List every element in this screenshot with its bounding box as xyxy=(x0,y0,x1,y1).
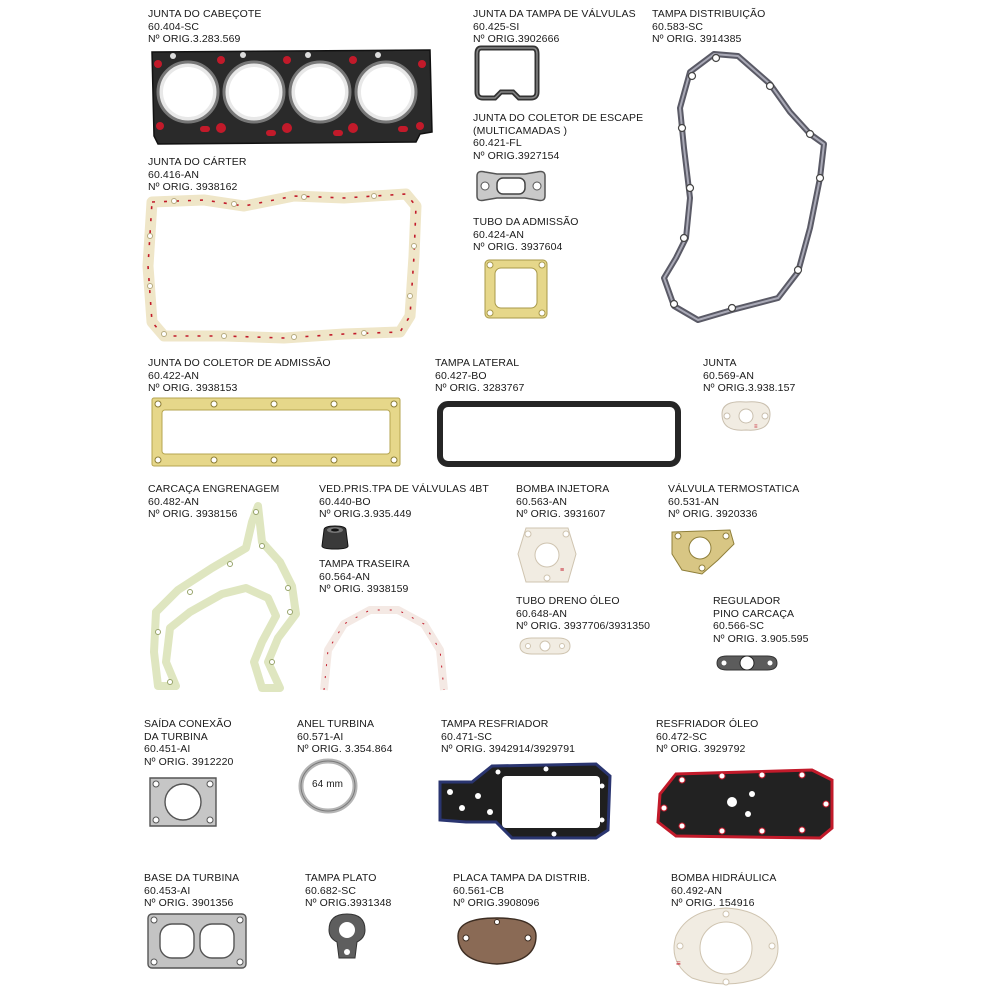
label-tampa-traseira: TAMPA TRASEIRA 60.564-AN Nº ORIG. 3938159 xyxy=(319,558,410,595)
valve-stem-seal-image xyxy=(320,524,350,550)
cooler-cover-gasket-image xyxy=(436,760,614,840)
oil-pan-gasket-image xyxy=(144,186,420,348)
turbo-base-gasket-image xyxy=(146,912,248,970)
label-regulador: REGULADOR PINO CARCAÇA 60.566-SC Nº ORIG. 3.905.595 xyxy=(713,595,809,645)
valve-cover-gasket-image xyxy=(475,44,539,102)
label-tampa-distribuicao: TAMPA DISTRIBUIÇÃO 60.583-SC Nº ORIG. 3914385 xyxy=(652,8,766,45)
label-junta: JUNTA 60.569-AN Nº ORIG.3.938.157 xyxy=(703,357,796,394)
label-tampa-resfriador: TAMPA RESFRIADOR 60.471-SC Nº ORIG. 3942914/3929791 xyxy=(441,718,576,755)
label-junta-cabecote: JUNTA DO CABEÇOTE 60.404-SC Nº ORIG.3.283.569 xyxy=(148,8,262,45)
thermostat-gasket-image xyxy=(668,524,736,578)
oil-cooler-gasket-image xyxy=(652,764,836,840)
exhaust-manifold-gasket-image xyxy=(475,168,547,204)
label-junta-tampa-valvulas: JUNTA DA TAMPA DE VÁLVULAS 60.425-SI Nº ORIG.3902666 xyxy=(473,8,636,45)
label-bomba-hidraulica: BOMBA HIDRÁULICA 60.492-AN Nº ORIG. 154916 xyxy=(671,872,777,909)
plate-cover-gasket-image xyxy=(325,912,369,962)
label-junta-carter: JUNTA DO CÁRTER 60.416-AN Nº ORIG. 3938162 xyxy=(148,156,247,193)
label-tampa-lateral: TAMPA LATERAL 60.427-BO Nº ORIG. 3283767 xyxy=(435,357,525,394)
oil-drain-tube-gasket-image xyxy=(516,634,574,658)
label-tubo-dreno-oleo: TUBO DRENO ÓLEO 60.648-AN Nº ORIG. 3937706/3931350 xyxy=(516,595,651,632)
label-tubo-admissao: TUBO DA ADMISSÃO 60.424-AN Nº ORIG. 3937604 xyxy=(473,216,579,253)
regulator-gasket-image xyxy=(713,650,781,676)
turbo-outlet-gasket-image xyxy=(146,772,220,832)
intake-tube-gasket-image xyxy=(483,258,549,320)
label-anel-turbina: ANEL TURBINA 60.571-AI Nº ORIG. 3.354.864 xyxy=(297,718,393,755)
gear-housing-gasket-image xyxy=(150,502,302,692)
label-bomba-injetora: BOMBA INJETORA 60.563-AN Nº ORIG. 3931607 xyxy=(516,483,610,520)
distributor-plate-gasket-image xyxy=(452,912,542,968)
side-cover-gasket-image xyxy=(436,400,682,468)
label-saida-conexao-turbina: SAÍDA CONEXÃO DA TURBINA 60.451-AI Nº ORIG. 3912220 xyxy=(144,718,234,768)
svg-text:≡: ≡ xyxy=(754,424,758,430)
label-base-turbina: BASE DA TURBINA 60.453-AI Nº ORIG. 3901356 xyxy=(144,872,240,909)
label-valvula-termostatica: VÁLVULA TERMOSTATICA 60.531-AN Nº ORIG. 3920336 xyxy=(668,483,800,520)
label-ved-pris: VED.PRIS.TPA DE VÁLVULAS 4BT 60.440-BO Nº ORIG.3.935.449 xyxy=(319,483,489,520)
junta-gasket-image xyxy=(718,396,774,436)
label-carcaca-engrenagem: CARCAÇA ENGRENAGEM 60.482-AN Nº ORIG. 3938156 xyxy=(148,483,280,520)
hydraulic-pump-gasket-image xyxy=(668,906,784,988)
label-placa-tampa-distrib: PLACA TAMPA DA DISTRIB. 60.561-CB Nº ORIG.3908096 xyxy=(453,872,591,909)
injection-pump-gasket-image xyxy=(516,524,578,586)
svg-text:≡: ≡ xyxy=(676,959,681,968)
label-resfriador-oleo: RESFRIADOR ÓLEO 60.472-SC Nº ORIG. 3929792 xyxy=(656,718,759,755)
ring-size-note: 64 mm xyxy=(312,779,344,790)
svg-text:≡: ≡ xyxy=(560,567,565,574)
label-coletor-escape: JUNTA DO COLETOR DE ESCAPE (MULTICAMADAS ) 60.421-FL Nº ORIG.3927154 xyxy=(473,112,644,162)
label-tampa-plato: TAMPA PLATO 60.682-SC Nº ORIG.3931348 xyxy=(305,872,392,909)
intake-manifold-gasket-image xyxy=(150,396,402,468)
rear-cover-gasket-image xyxy=(320,600,448,692)
timing-cover-gasket-image xyxy=(660,48,828,323)
head-gasket-image xyxy=(148,46,434,146)
label-coletor-admissao: JUNTA DO COLETOR DE ADMISSÃO 60.422-AN Nº ORIG. 3938153 xyxy=(148,357,331,394)
